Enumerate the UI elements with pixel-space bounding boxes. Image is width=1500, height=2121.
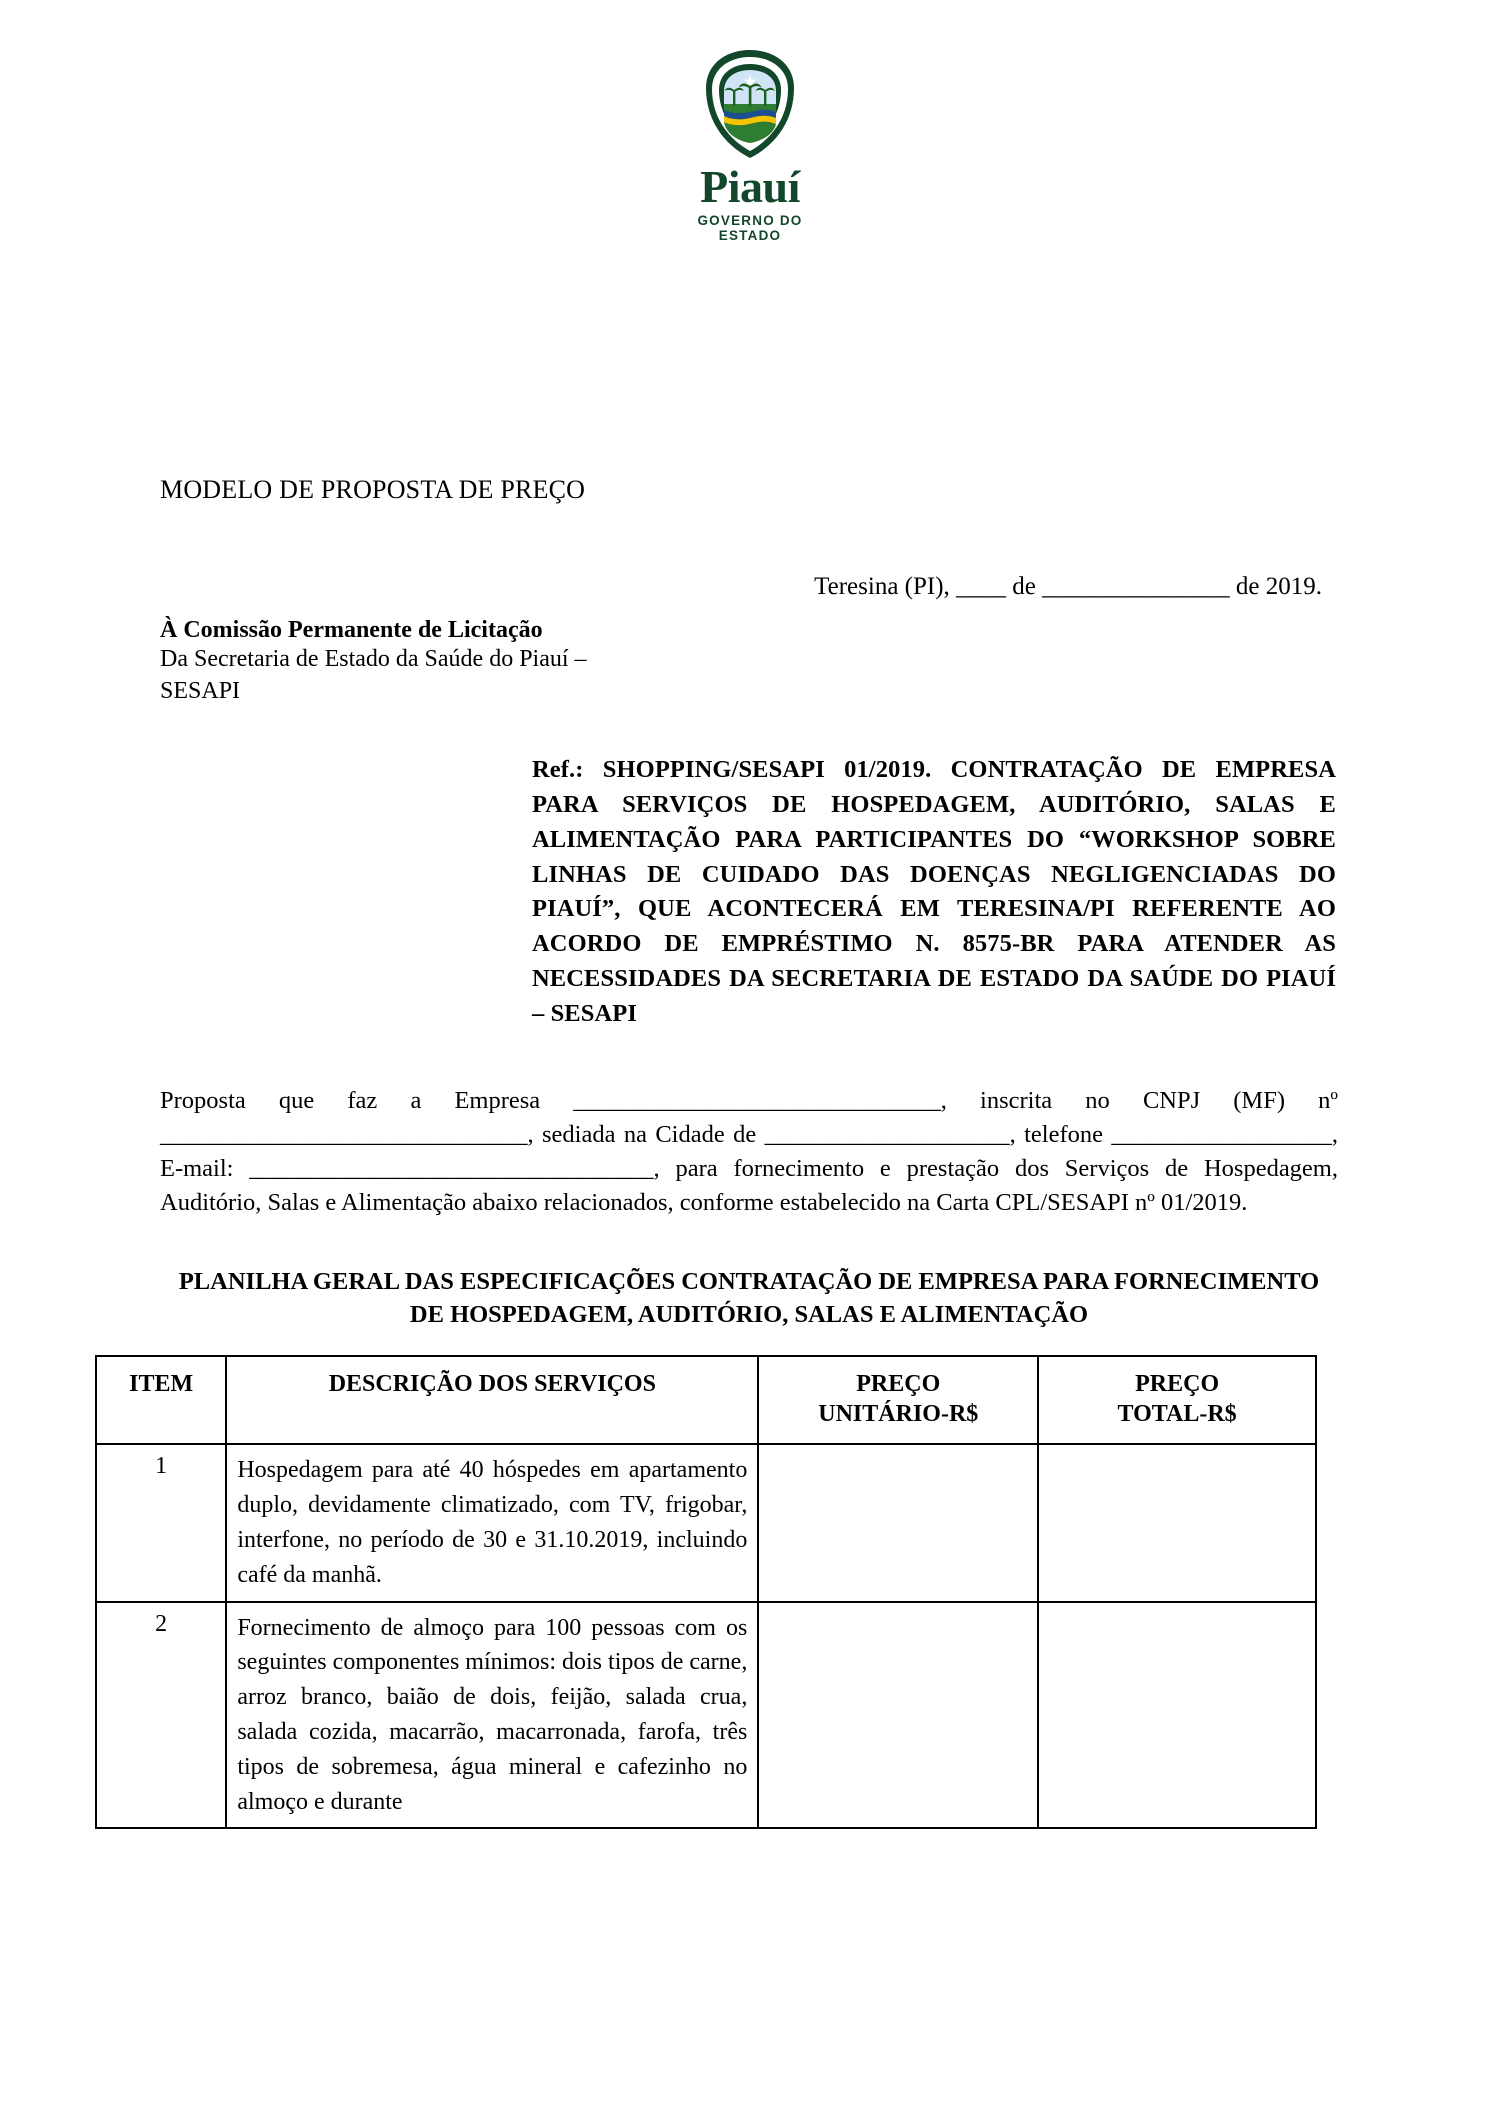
government-logo	[0, 0, 1500, 243]
header-unit-price-line2: UNITÁRIO-R$	[818, 1401, 979, 1428]
page-title: MODELO DE PROPOSTA DE PREÇO	[160, 475, 586, 504]
date-line: Teresina (PI), ____ de _______________ de 2019.	[814, 573, 1322, 600]
header-item: ITEM	[96, 1356, 226, 1444]
specifications-table	[95, 1355, 1317, 1829]
table-title: PLANILHA GERAL DAS ESPECIFICAÇÕES CONTRATAÇÃO DE EMPRESA PARA FORNECIMENTO DE HOSPEDAGEM, AUDITÓRIO, SALAS E ALIMENTAÇÃO	[178, 1267, 1320, 1329]
addressee-line-1: Da Secretaria de Estado da Saúde do Piauí –	[160, 646, 587, 672]
reference-paragraph: Ref.: SHOPPING/SESAPI 01/2019. CONTRATAÇÃO DE EMPRESA PARA SERVIÇOS DE HOSPEDAGEM, AUDITÓRIO, SALAS E ALIMENTAÇÃO PARA PARTICIPANTES DO “WORKSHOP SOBRE LINHAS DE CUIDADO DAS DOENÇAS NEGLIGENCIADAS DO PIAUÍ”, QUE ACONTECERÁ EM TERESINA/PI REFERENTE AO ACORDO DE EMPRÉSTIMO N. 8575-BR PARA ATENDER AS NECESSIDADES DA SECRETARIA DE ESTADO DA SAÚDE DO PIAUÍ – SESAPI	[532, 756, 1336, 1027]
row-total-price[interactable]	[1038, 1444, 1316, 1601]
table-header-row	[96, 1356, 1316, 1444]
row-unit-price[interactable]	[758, 1444, 1038, 1601]
header-unit-price-line1: PREÇO	[856, 1371, 941, 1398]
logo-subtitle: GOVERNO DO ESTADO	[697, 213, 803, 243]
row-item-number: 2	[96, 1602, 226, 1829]
row-unit-price[interactable]	[758, 1602, 1038, 1829]
piaui-coat-of-arms-icon	[700, 48, 800, 160]
header-total-price-line2: TOTAL-R$	[1117, 1401, 1237, 1428]
header-description: DESCRIÇÃO DOS SERVIÇOS	[226, 1356, 758, 1444]
row-description: Fornecimento de almoço para 100 pessoas com os seguintes componentes mínimos: dois tipos de carne, arroz branco, baião de dois, feijão, salada crua, salada cozida, macarrão, macarronada, farofa, três tipos de sobremesa, água mineral e cafezinho no almoço e durante	[226, 1602, 758, 1829]
table-row	[96, 1602, 1316, 1829]
row-total-price[interactable]	[1038, 1602, 1316, 1829]
header-total-price	[1038, 1356, 1316, 1444]
row-description: Hospedagem para até 40 hóspedes em apartamento duplo, devidamente climatizado, com TV, frigobar, interfone, no período de 30 e 31.10.2019, incluindo café da manhã.	[226, 1444, 758, 1601]
proposal-paragraph: Proposta que faz a Empresa ______________________________, inscrita no CNPJ (MF) nº ______________________________, sediada na Cidade de ____________________, telefone __________________, E-mail: _________________________________, para fornecimento e prestação dos Serviços de Hospedagem, Auditório, Salas e Alimentação abaixo relacionados, conforme estabelecido na Carta CPL/SESAPI nº 01/2019.	[160, 1086, 1338, 1217]
header-unit-price	[758, 1356, 1038, 1444]
table-row	[96, 1444, 1316, 1601]
header-total-price-line1: PREÇO	[1135, 1371, 1220, 1398]
row-item-number: 1	[96, 1444, 226, 1601]
addressee-heading: À Comissão Permanente de Licitação	[160, 617, 543, 643]
logo-wordmark: Piauí	[700, 161, 800, 212]
document-content	[0, 475, 1500, 1829]
addressee-line-2: SESAPI	[160, 677, 241, 704]
